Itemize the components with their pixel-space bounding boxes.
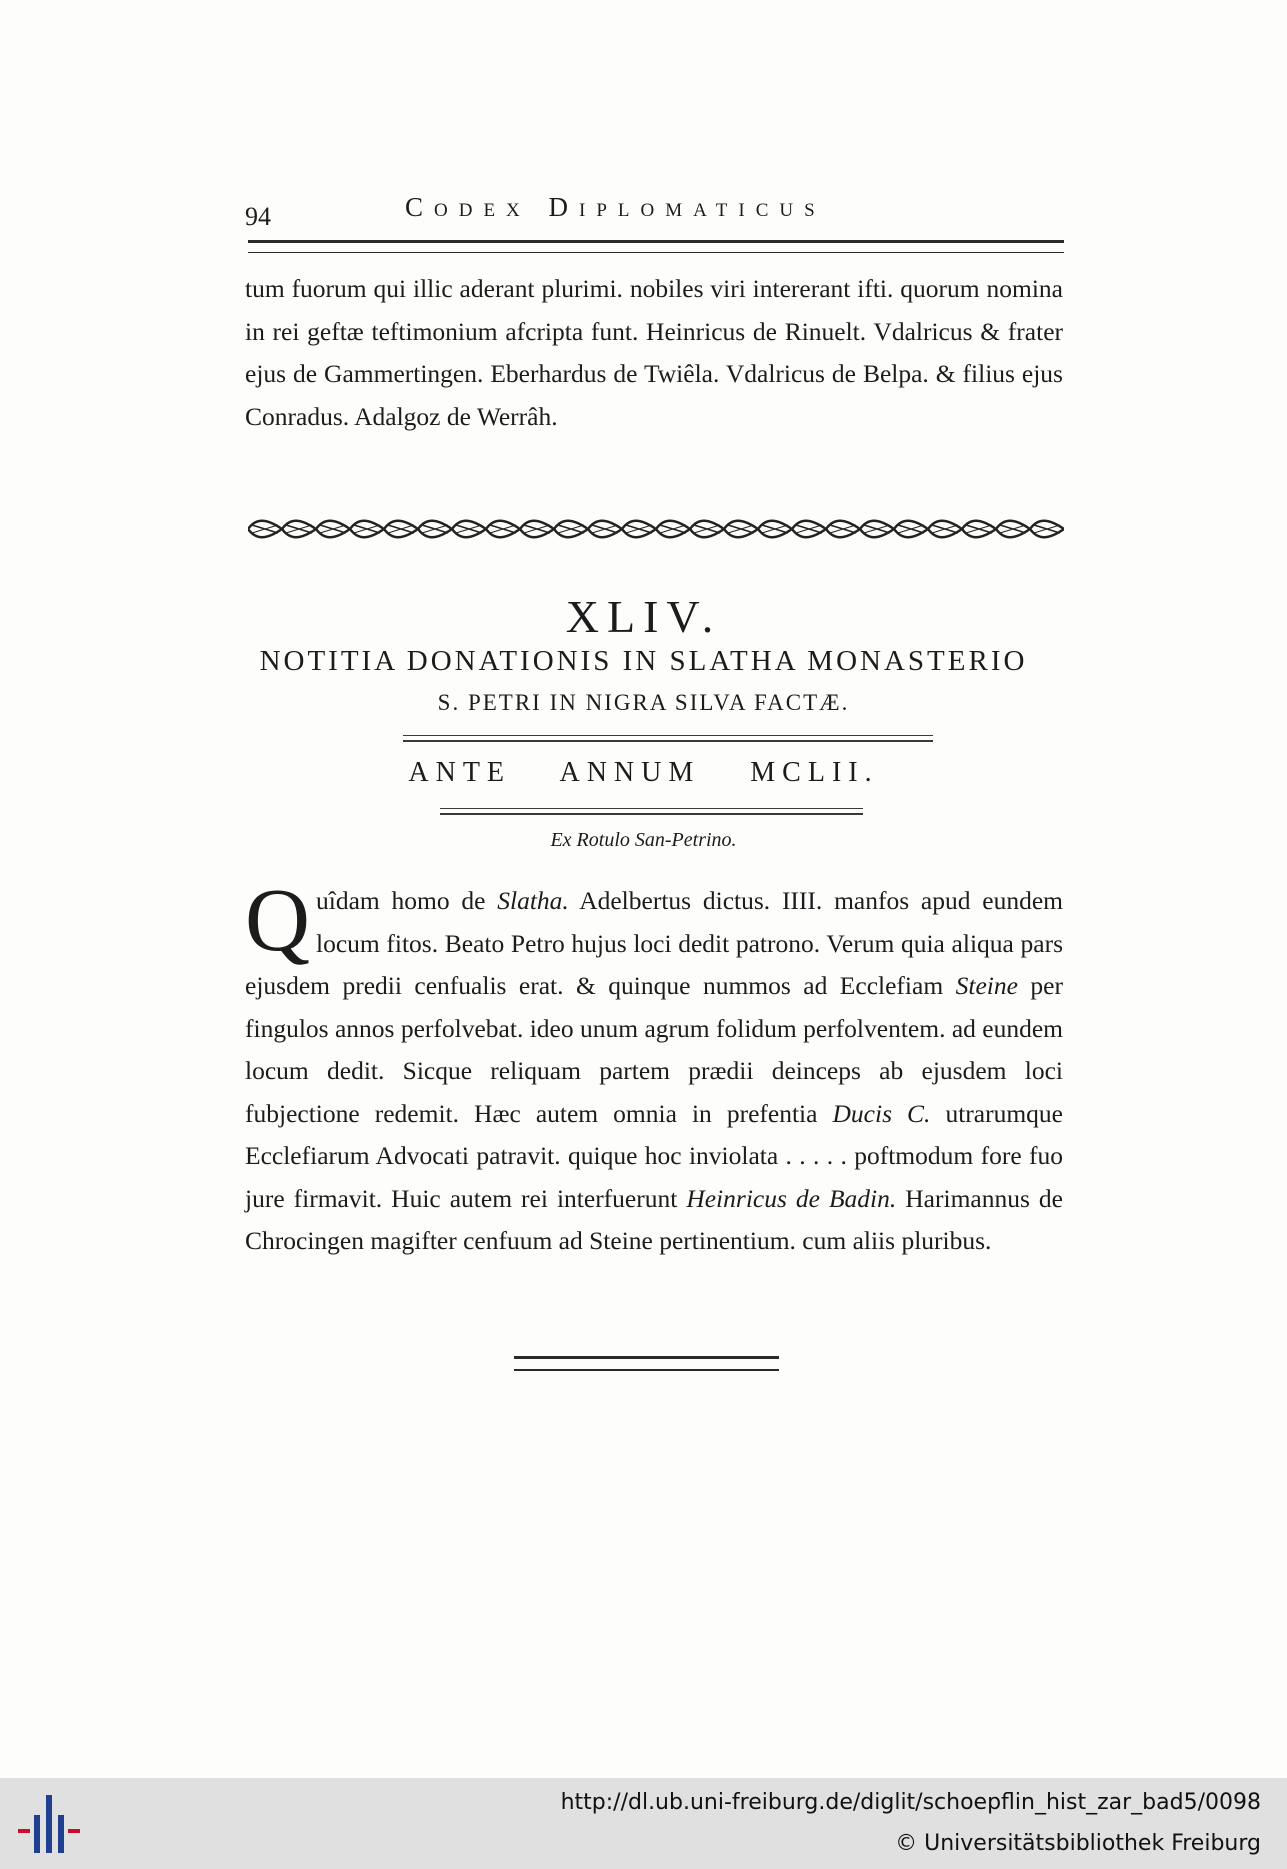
footer-url-link[interactable]: http://dl.ub.uni-freiburg.de/diglit/schoepflin_hist_zar_bad5/0098 bbox=[560, 1790, 1261, 1815]
end-rule bbox=[514, 1356, 779, 1371]
ornamental-border bbox=[248, 516, 1064, 542]
page-header bbox=[245, 192, 1065, 232]
document-body: Quîdam homo de Slatha. Adelbertus dictus. IIII. manfos apud eundem locum fitos. Beato Petro hujus loci dedit patrono. Verum quia aliqua pars ejusdem predii cenfualis erat. & quinque nummos ad Ecclefiam Steine per fingulos annos perfolvebat. ideo unum agrum folidum perfolventem. ad eundem locum dedit. Sicque reliquam partem prædii deinceps ab ejusdem loci fubjectione redemit. Hæc autem omnia in prefentia Ducis C. utrarumque Ecclefiarum Advocati patravit. quique hoc inviolata . . . . . poftmodum fore fuo jure firmavit. Huic autem rei interfuerunt Heinricus de Badin. Harimannus de Chrocingen magifter cenfuum ad Steine pertinentium. cum aliis pluribus. bbox=[245, 871, 1064, 1255]
date-rule bbox=[440, 808, 863, 815]
running-title: Codex Diplomaticus bbox=[405, 192, 826, 222]
document-number: XLIV. bbox=[565, 591, 722, 642]
document-title-line2: S. PETRI IN NIGRA SILVA FACTÆ. bbox=[437, 690, 850, 715]
document-source: Ex Rotulo San-Petrino. bbox=[550, 829, 737, 851]
drop-cap: Q bbox=[245, 871, 310, 970]
document-date: ANTE ANNUM MCLII. bbox=[408, 757, 879, 788]
header-rule bbox=[248, 240, 1064, 253]
ub-freiburg-logo-icon[interactable] bbox=[16, 1791, 82, 1857]
viewer-footer bbox=[0, 1778, 1287, 1869]
continued-paragraph: tum fuorum qui illic aderant plurimi. nobiles viri intererant ifti. quorum nomina in rei geftæ teftimonium afcripta funt. Heinricus de Rinuelt. Vdalricus & frater ejus de Gammertingen. Eberhardus de Twiêla. Vdalricus de Belpa. & filius ejus Conradus. Adalgoz de Werrâh. bbox=[245, 274, 1063, 431]
document-title-line1: NOTITIA DONATIONIS IN SLATHA MONASTERIO bbox=[259, 645, 1028, 677]
footer-copyright: © Universitätsbibliothek Freiburg bbox=[895, 1831, 1261, 1856]
title-rule bbox=[403, 735, 933, 742]
page-number: 94 bbox=[245, 202, 271, 231]
